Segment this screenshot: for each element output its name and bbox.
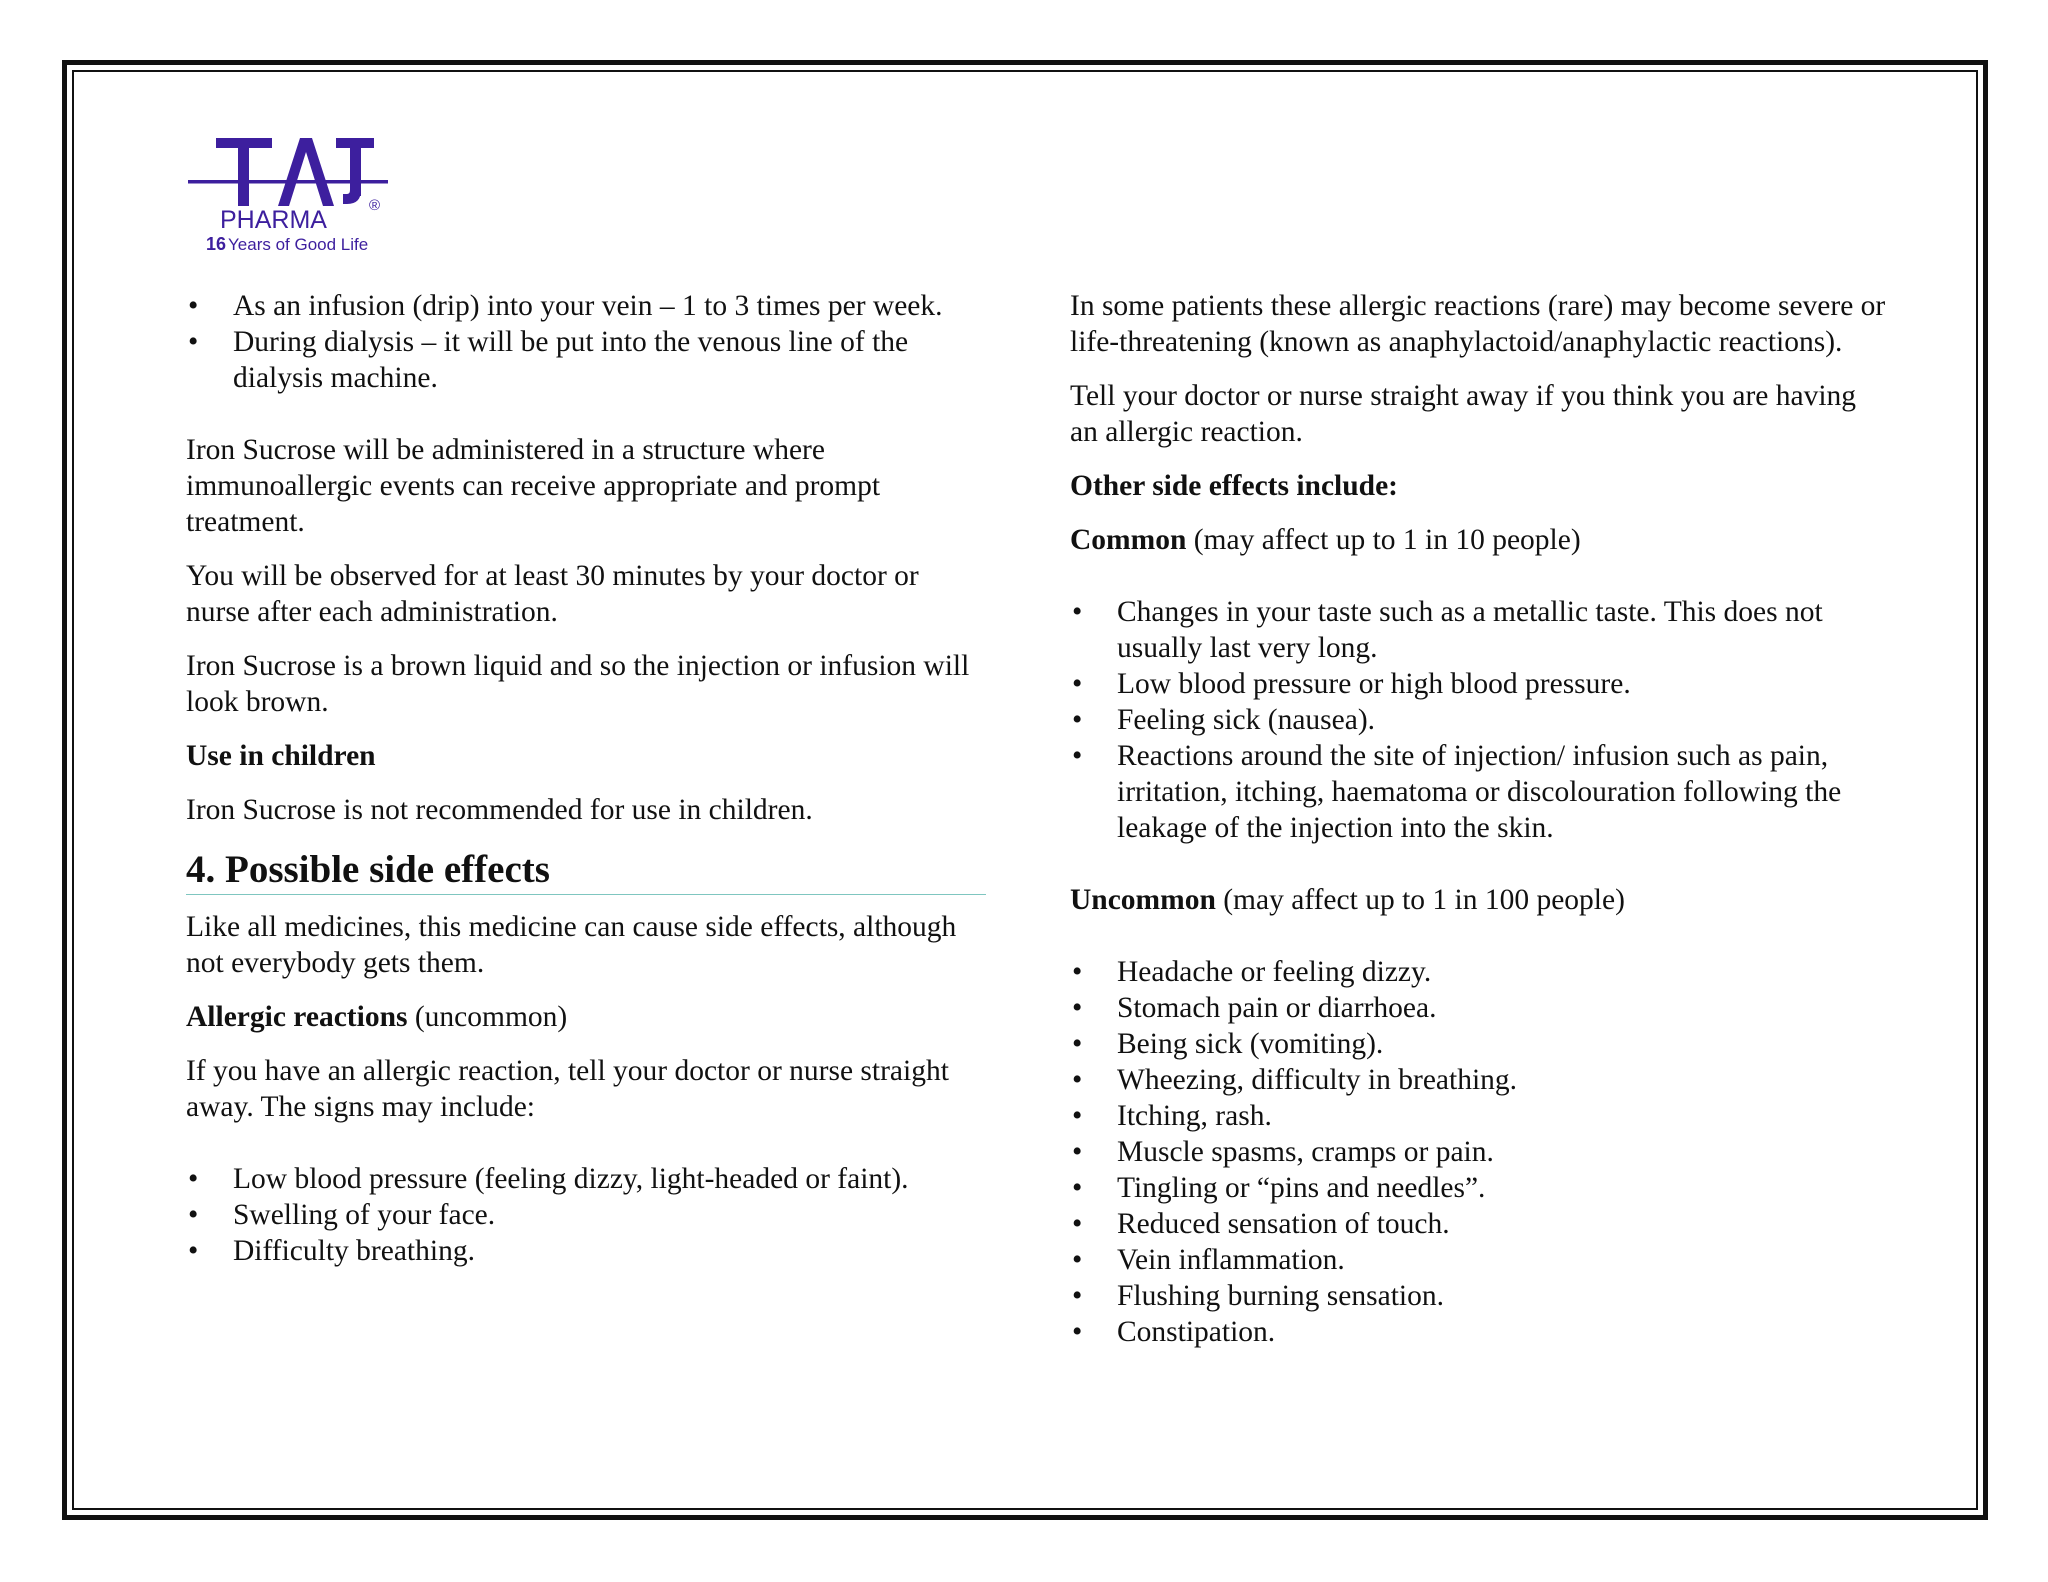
list-item: • Stomach pain or diarrhoea. <box>1070 990 1890 1026</box>
allergic-signs-list <box>186 1161 986 1269</box>
logo-registered-mark: ® <box>369 197 381 214</box>
tell-doctor-text: Tell your doctor or nurse straight away if you think you are having an allergic reaction. <box>1070 380 1857 448</box>
list-item: • Wheezing, difficulty in breathing. <box>1070 1062 1890 1098</box>
list-item: • Reactions around the site of injection/ infusion such as pain, irritation, itching, haematoma or discolouration following the leakage of the injection into the skin. <box>1070 738 1890 846</box>
list-item: • Headache or feeling dizzy. <box>1070 954 1890 990</box>
allergic-reactions-heading <box>186 999 986 1035</box>
list-item: • During dialysis – it will be put into the venous line of the dialysis machine. <box>186 324 986 396</box>
paragraph-brown-liquid: Iron Sucrose is a brown liquid and so the injection or infusion will look brown. <box>186 650 970 718</box>
section-heading: 4. Possible side effects <box>186 848 986 895</box>
allergic-heading-rest: (uncommon) <box>407 1001 568 1033</box>
list-item: • Muscle spasms, cramps or pain. <box>1070 1134 1890 1170</box>
list-item: • Vein inflammation. <box>1070 1242 1890 1278</box>
common-heading-rest: (may affect up to 1 in 10 people) <box>1186 524 1581 556</box>
logo-tagline-number: 16 <box>206 234 227 254</box>
list-item: • Swelling of your face. <box>186 1197 986 1233</box>
left-column <box>186 288 986 1269</box>
uncommon-heading-bold: Uncommon <box>1070 884 1216 916</box>
allergic-heading-bold: Allergic reactions <box>186 1001 408 1033</box>
uncommon-heading <box>1070 882 1890 918</box>
list-item: • Changes in your taste such as a metallic taste. This does not usually last very long. <box>1070 594 1890 666</box>
list-item: • Low blood pressure or high blood pressure. <box>1070 666 1890 702</box>
list-item: • Being sick (vomiting). <box>1070 1026 1890 1062</box>
other-side-effects-heading: Other side effects include: <box>1070 470 1398 502</box>
list-item: • As an infusion (drip) into your vein – 1 to 3 times per week. <box>186 288 986 324</box>
side-effects-intro: Like all medicines, this medicine can cause side effects, although not everybody gets them. <box>186 911 957 979</box>
logo-tagline: Years of Good Life <box>228 235 369 254</box>
common-heading-bold: Common <box>1070 524 1187 556</box>
paragraph-structure: Iron Sucrose will be administered in a structure where immunoallergic events can receive appropriate and prompt treatment. <box>186 434 881 538</box>
allergic-intro: If you have an allergic reaction, tell your doctor or nurse straight away. The signs may include: <box>186 1055 949 1123</box>
list-item: • Reduced sensation of touch. <box>1070 1206 1890 1242</box>
right-column <box>1070 288 1890 1350</box>
children-text: Iron Sucrose is not recommended for use in children. <box>186 794 813 826</box>
logo-subbrand: PHARMA <box>220 206 327 234</box>
common-heading <box>1070 522 1890 558</box>
uncommon-heading-rest: (may affect up to 1 in 100 people) <box>1215 884 1625 916</box>
taj-pharma-logo <box>186 130 416 260</box>
common-list <box>1070 594 1890 846</box>
administration-list <box>186 288 986 396</box>
list-item: • Constipation. <box>1070 1314 1890 1350</box>
list-item: • Itching, rash. <box>1070 1098 1890 1134</box>
list-item: • Feeling sick (nausea). <box>1070 702 1890 738</box>
list-item: • Tingling or “pins and needles”. <box>1070 1170 1890 1206</box>
children-heading: Use in children <box>186 740 376 772</box>
paragraph-observation: You will be observed for at least 30 minutes by your doctor or nurse after each administration. <box>186 560 919 628</box>
severe-reactions-text: In some patients these allergic reactions (rare) may become severe or life-threatening (known as anaphylactoid/anaphylactic reactions). <box>1070 290 1886 358</box>
list-item: • Flushing burning sensation. <box>1070 1278 1890 1314</box>
list-item: • Low blood pressure (feeling dizzy, light-headed or faint). <box>186 1161 986 1197</box>
list-item: • Difficulty breathing. <box>186 1233 986 1269</box>
uncommon-list <box>1070 954 1890 1350</box>
